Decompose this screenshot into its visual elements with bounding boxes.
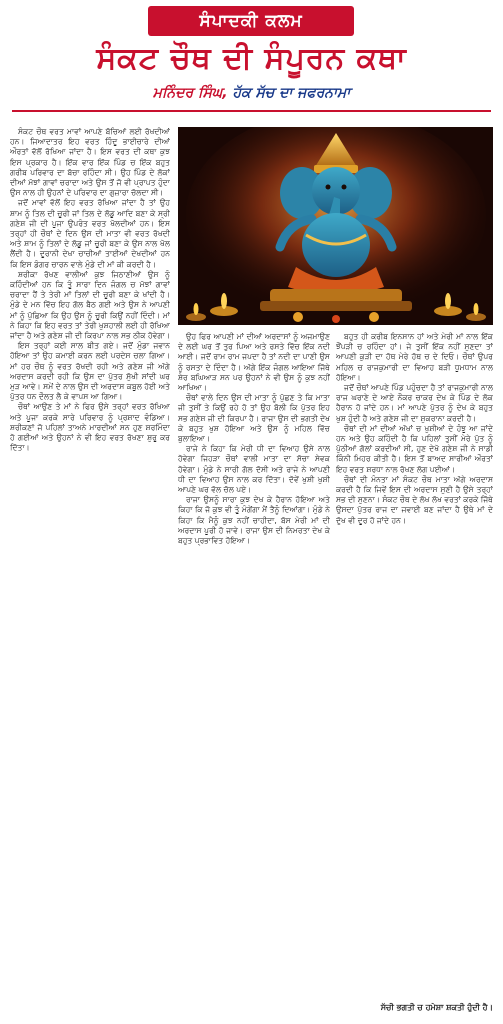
ganesha-illustration — [178, 127, 493, 325]
paragraph: ਚੌਥਾਂ ਦੀ ਮੰਨਤਾ ਮਾਂ ਸੰਕਟ ਚੌਥ ਮਾਤਾ ਅੱਗੇ ਅਰਦਾਸ ਕਰਦੀ ਹੈ ਕਿ ਜਿਵੇਂ ਇਸ ਦੀ ਅਰਦਾਸ ਸੁਣੀ ਹੈ ਉਸੇ ਤਰ੍ਹਾਂ ਸਭ ਦੀ ਸੁਣਨਾ। ਸੰਕਟ ਚੌਥ ਦੇ ਲੱਖ ਲੱਖ ਵਰਤਾਂ ਕਰਕੇ ਜਿੱਥੇ ਉਸਦਾ ਪੁੱਤਰ ਰਾਜ ਦਾ ਜਵਾਈ ਬਣ ਜਾਂਦਾ ਹੈ ਉਥੇ ਮਾਂ ਦੇ ਦੁੱਖ ਵੀ ਦੂਰ ਹੋ ਜਾਂਦੇ ਹਨ। — [336, 474, 493, 525]
article-column-2 — [178, 332, 330, 1014]
paragraph: ਰਾਜਾ ਉਸਨੂੰ ਸਾਰਾ ਕੁਝ ਦੇਖ ਕੇ ਹੈਰਾਨ ਹੋਇਆ ਅਤੇ ਕਿਹਾ ਕਿ ਜੋ ਕੁਝ ਵੀ ਤੂੰ ਮੰਗੇਂਗਾ ਮੈਂ ਤੈਨੂੰ ਦਿਆਂਗਾ। ਮੁੰਡੇ ਨੇ ਕਿਹਾ ਕਿ ਮੈਨੂੰ ਕੁਝ ਨਹੀਂ ਚਾਹੀਦਾ, ਬੱਸ ਮੇਰੀ ਮਾਂ ਦੀ ਅਰਦਾਸ ਪੂਰੀ ਹੋ ਜਾਵੇ। ਰਾਜਾ ਉਸ ਦੀ ਨਿਮਰਤਾ ਦੇਖ ਕੇ ਬਹੁਤ ਪ੍ਰਭਾਵਿਤ ਹੋਇਆ। — [178, 495, 330, 546]
headline: ਸੰਕਟ ਚੌਥ ਦੀ ਸੰਪੂਰਨ ਕਥਾ — [96, 41, 407, 76]
paragraph: ਉਹ ਫਿਰ ਆਪਣੀ ਮਾਂ ਦੀਆਂ ਅਰਦਾਸਾਂ ਨੂੰ ਅਜਮਾਉਣ ਦੇ ਲਈ ਘਰ ਤੋਂ ਤੁਰ ਪਿਆ ਅਤੇ ਰਸਤੇ ਵਿੱਚ ਇੱਕ ਨਦੀ ਆਈ। ਜਦੋਂ ਰਾਮ ਰਾਮ ਜਪਦਾ ਹੈ ਤਾਂ ਨਦੀ ਦਾ ਪਾਣੀ ਉਸ ਨੂੰ ਰਸਤਾ ਦੇ ਦਿੰਦਾ ਹੈ। ਅੱਗੇ ਇੱਕ ਜੰਗਲ ਆਇਆ ਜਿੱਥੇ ਸ਼ੇਰ ਬਘਿਆੜ ਸਨ ਪਰ ਉਹਨਾਂ ਨੇ ਵੀ ਉਸ ਨੂੰ ਕੁਝ ਨਹੀਂ ਆਖਿਆ। — [178, 332, 330, 393]
paragraph: ਜਦੋਂ ਮਾਵਾਂ ਵੱਲੋਂ ਇਹ ਵਰਤ ਰੱਖਿਆ ਜਾਂਦਾ ਹੈ ਤਾਂ ਉਹ ਸ਼ਾਮ ਨੂੰ ਤਿਲ ਦੀ ਚੂਰੀ ਜਾਂ ਤਿਲ ਦੇ ਲੱਡੂ ਆਦਿ ਬਣਾ ਕੇ ਸ੍ਰੀ ਗਣੇਸ਼ ਜੀ ਦੀ ਪੂਜਾ ਉਪਰੰਤ ਵਰਤ ਖੋਲਦੀਆਂ ਹਨ। ਇਸ ਤਰ੍ਹਾਂ ਹੀ ਚੌਥਾਂ ਦੇ ਦਿਨ ਉਸ ਦੀ ਮਾਤਾ ਵੀ ਵਰਤ ਰੱਖਦੀ ਅਤੇ ਸ਼ਾਮ ਨੂੰ ਤਿਲਾਂ ਦੇ ਲੱਡੂ ਜਾਂ ਚੂਰੀ ਬਣਾ ਕੇ ਉਸ ਨਾਲ ਖੋਲ ਲੈਂਦੀ ਹੈ। ਦੂਰਾਨੀ ਦੇਖਾ ਚਾਚੀਆਂ ਤਾਈਆਂ ਦੇਖਦੀਆਂ ਹਨ ਕਿ ਇਸ ਡੰਗਰ ਚਾਰਨ ਵਾਲੇ ਮੁੰਡੇ ਦੀ ਮਾਂ ਕੀ ਕਰਦੀ ਹੈ। — [10, 198, 170, 269]
article-column-3 — [336, 332, 493, 1014]
author-name: ਮਨਿੰਦਰ ਸਿੰਘ, — [152, 85, 228, 101]
section-label-box — [148, 6, 354, 36]
paragraph: ਰਾਜੇ ਨੇ ਕਿਹਾ ਕਿ ਮੇਰੀ ਧੀ ਦਾ ਵਿਆਹ ਉਸੇ ਨਾਲ ਹੋਵੇਗਾ ਜਿਹੜਾ ਚੌਥਾਂ ਵਾਲੀ ਮਾਤਾ ਦਾ ਸੱਚਾ ਸੇਵਕ ਹੋਵੇਗਾ। ਮੁੰਡੇ ਨੇ ਸਾਰੀ ਗੱਲ ਦੱਸੀ ਅਤੇ ਰਾਜੇ ਨੇ ਆਪਣੀ ਧੀ ਦਾ ਵਿਆਹ ਉਸ ਨਾਲ ਕਰ ਦਿੱਤਾ। ਦੋਵੇਂ ਖੁਸ਼ੀ ਖੁਸ਼ੀ ਆਪਣੇ ਘਰ ਵੱਲ ਚੱਲ ਪਏ। — [178, 444, 330, 495]
paragraph: ਇਸ ਤਰ੍ਹਾਂ ਕਈ ਸਾਲ ਬੀਤ ਗਏ। ਜਦੋਂ ਮੁੰਡਾ ਜਵਾਨ ਹੋਇਆ ਤਾਂ ਉਹ ਕਮਾਈ ਕਰਨ ਲਈ ਪਰਦੇਸ ਚਲਾ ਗਿਆ। ਮਾਂ ਹਰ ਚੌਥ ਨੂੰ ਵਰਤ ਰੱਖਦੀ ਰਹੀ ਅਤੇ ਗਣੇਸ਼ ਜੀ ਅੱਗੇ ਅਰਦਾਸ ਕਰਦੀ ਰਹੀ ਕਿ ਉਸ ਦਾ ਪੁੱਤਰ ਸੁੱਖੀ ਸਾਂਦੀ ਘਰ ਮੁੜ ਆਵੇ। ਸਮੇਂ ਦੇ ਨਾਲ ਉਸ ਦੀ ਅਰਦਾਸ ਕਬੂਲ ਹੋਈ ਅਤੇ ਪੁੱਤਰ ਧਨ ਦੌਲਤ ਲੈ ਕੇ ਵਾਪਸ ਆ ਗਿਆ। — [10, 341, 170, 402]
byline — [0, 82, 503, 104]
paragraph: ਚੌਥਾਂ ਵਾਲੇ ਦਿਨ ਉਸ ਦੀ ਮਾਤਾ ਨੂੰ ਪੁੱਛਣ ਤੇ ਕਿ ਮਾਤਾ ਜੀ ਤੁਸੀਂ ਤੇ ਕਿਉਂ ਰਹੇ ਹੋ ਤਾਂ ਉਹ ਬੋਲੀ ਕਿ ਪੁੱਤਰ ਇਹ ਸਭ ਗਣੇਸ਼ ਜੀ ਦੀ ਕਿਰਪਾ ਹੈ। ਰਾਜਾ ਉਸ ਦੀ ਭਗਤੀ ਦੇਖ ਕੇ ਬਹੁਤ ਖੁਸ਼ ਹੋਇਆ ਅਤੇ ਉਸ ਨੂੰ ਮਹਿਲ ਵਿੱਚ ਬੁਲਾਇਆ। — [178, 393, 330, 444]
paragraph: ਸ਼ਰੀਕਾ ਰੱਖਣ ਵਾਲੀਆਂ ਕੁਝ ਜਿਠਾਣੀਆਂ ਉਸ ਨੂੰ ਕਹਿੰਦੀਆਂ ਹਨ ਕਿ ਤੂੰ ਸਾਰਾ ਦਿਨ ਜੰਗਲ ਚ ਮੱਝਾਂ ਗਾਵਾਂ ਚਰਾਦਾ ਹੈਂ ਤੇ ਤੇਰੀ ਮਾਂ ਤਿਲਾਂ ਦੀ ਚੂਰੀ ਬਣਾ ਕੇ ਖਾਂਦੀ ਹੈ। ਮੁੰਡੇ ਦੇ ਮਨ ਵਿੱਚ ਇਹ ਗੱਲ ਬੈਠ ਗਈ ਅਤੇ ਉਸ ਨੇ ਆਪਣੀ ਮਾਂ ਨੂੰ ਪੁੱਛਿਆ ਕਿ ਉਹ ਉਸ ਨੂੰ ਚੂਰੀ ਕਿਉਂ ਨਹੀਂ ਦਿੰਦੀ। ਮਾਂ ਨੇ ਕਿਹਾ ਕਿ ਇਹ ਵਰਤ ਤਾਂ ਤੇਰੀ ਖੁਸ਼ਹਾਲੀ ਲਈ ਹੀ ਰੱਖਿਆ ਜਾਂਦਾ ਹੈ ਅਤੇ ਗਣੇਸ਼ ਜੀ ਦੀ ਕਿਰਪਾ ਨਾਲ ਸਭ ਠੀਕ ਹੋਵੇਗਾ। — [10, 269, 170, 341]
paragraph: ਬਹੁਤ ਹੀ ਕਰੀਬ ਇਨਸਾਨ ਹਾਂ ਅਤੇ ਮੇਰੀ ਮਾਂ ਨਾਲ ਇੱਕ ਝੌਂਪੜੀ ਚ ਰਹਿੰਦਾ ਹਾਂ। ਜੇ ਤੁਸੀਂ ਇੱਕ ਨਹੀਂ ਸੁਣਦਾ ਤਾਂ ਆਪਣੀ ਕੁੜੀ ਦਾ ਹੱਥ ਮੇਰੇ ਹੱਥ ਚ ਦੇ ਦਿਓ। ਚੌਥਾਂ ਉਪਰ ਮਹਿਲ ਚ ਰਾਜਕੁਮਾਰੀ ਦਾ ਵਿਆਹ ਬੜੀ ਧੂਮਧਾਮ ਨਾਲ ਹੋਇਆ। — [336, 332, 493, 382]
publication-name: ਹੱਕ ਸੱਚ ਦਾ ਜਫਰਨਾਮਾ — [232, 85, 351, 101]
closing-line: ਸੱਚੀ ਭਗਤੀ ਚ ਹਮੇਸ਼ਾ ਸ਼ਕਤੀ ਹੁੰਦੀ ਹੈ। — [380, 1003, 493, 1012]
paragraph: ਚੌਥਾਂ ਦੀ ਮਾਂ ਦੀਆਂ ਅੱਖਾਂ ਚ ਖੁਸ਼ੀਆਂ ਦੇ ਹੰਝੂ ਆ ਜਾਂਦੇ ਹਨ ਅਤੇ ਉਹ ਕਹਿੰਦੀ ਹੈ ਕਿ ਪਹਿਲਾਂ ਤੁਸੀਂ ਮੇਰੇ ਪੁੱਤ ਨੂੰ ਪੁੱਠੀਆਂ ਗੱਲਾਂ ਕਰਦੀਆਂ ਸੀ, ਹੁਣ ਦੇਖੋ ਗਣੇਸ਼ ਜੀ ਨੇ ਸਾਡੀ ਕਿੰਨੀ ਮਿਹਰ ਕੀਤੀ ਹੈ। ਇਸ ਤੋਂ ਬਾਅਦ ਸਾਰੀਆਂ ਔਰਤਾਂ ਇਹ ਵਰਤ ਸ਼ਰਧਾ ਨਾਲ ਰੱਖਣ ਲੱਗ ਪਈਆਂ। — [336, 423, 493, 474]
paragraph: ਜਦੋਂ ਚੌਥਾਂ ਆਪਣੇ ਪਿੰਡ ਪਹੁੰਚਦਾ ਹੈ ਤਾਂ ਰਾਜਕੁਮਾਰੀ ਨਾਲ ਰਾਜ ਘਰਾਣੇ ਦੇ ਆਏ ਨੌਕਰ ਚਾਕਰ ਦੇਖ ਕੇ ਪਿੰਡ ਦੇ ਲੋਕ ਹੈਰਾਨ ਹੋ ਜਾਂਦੇ ਹਨ। ਮਾਂ ਆਪਣੇ ਪੁੱਤਰ ਨੂੰ ਦੇਖ ਕੇ ਬਹੁਤ ਖੁਸ਼ ਹੁੰਦੀ ਹੈ ਅਤੇ ਗਣੇਸ਼ ਜੀ ਦਾ ਸ਼ੁਕਰਾਨਾ ਕਰਦੀ ਹੈ। — [336, 383, 493, 423]
paragraph: ਸੰਕਟ ਚੌਥ ਵਰਤ ਮਾਵਾਂ ਆਪਣੇ ਬੱਚਿਆਂ ਲਈ ਰੱਖਦੀਆਂ ਹਨ। ਜਿਆਦਾਤਰ ਇਹ ਵਰਤ ਹਿੰਦੂ ਭਾਈਚਾਰੇ ਦੀਆਂ ਔਰਤਾਂ ਵੱਲੋਂ ਰੱਖਿਆ ਜਾਂਦਾ ਹੈ। ਇਸ ਵਰਤ ਦੀ ਕਥਾ ਕੁਝ ਇਸ ਪ੍ਰਕਾਰ ਹੈ। ਇੱਕ ਵਾਰ ਇੱਕ ਪਿੰਡ ਚ ਇੱਕ ਬਹੁਤ ਗਰੀਬ ਪਰਿਵਾਰ ਦਾ ਬੱਚਾ ਰਹਿੰਦਾ ਸੀ। ਉਹ ਪਿੰਡ ਦੇ ਲੋਕਾਂ ਦੀਆਂ ਮੱਝਾਂ ਗਾਵਾਂ ਚਰਾਦਾ ਅਤੇ ਉਸ ਤੋਂ ਜੋ ਵੀ ਪ੍ਰਾਪਤ ਹੁੰਦਾ ਉਸ ਨਾਲ ਹੀ ਉਹਨਾਂ ਦੇ ਪਰਿਵਾਰ ਦਾ ਗੁਜ਼ਾਰਾ ਚੱਲਦਾ ਸੀ। — [10, 127, 170, 198]
header-divider — [12, 110, 491, 112]
ganesha-idol-image — [178, 127, 493, 325]
paragraph: ਚੌਥਾਂ ਆਉਣ ਤੇ ਮਾਂ ਨੇ ਫਿਰ ਉਸੇ ਤਰ੍ਹਾਂ ਵਰਤ ਰੱਖਿਆ ਅਤੇ ਪੂਜਾ ਕਰਕੇ ਸਾਰੇ ਪਰਿਵਾਰ ਨੂੰ ਪ੍ਰਸ਼ਾਦ ਵੰਡਿਆ। ਸ਼ਰੀਕਣਾਂ ਜੋ ਪਹਿਲਾਂ ਤਾਅਨੇ ਮਾਰਦੀਆਂ ਸਨ ਹੁਣ ਸ਼ਰਮਿੰਦਾ ਹੋ ਗਈਆਂ ਅਤੇ ਉਹਨਾਂ ਨੇ ਵੀ ਇਹ ਵਰਤ ਰੱਖਣਾ ਸ਼ੁਰੂ ਕਰ ਦਿੱਤਾ। — [10, 402, 170, 453]
article-column-1 — [10, 127, 170, 1014]
section-label: ਸੰਪਾਦਕੀ ਕਲਮ — [199, 11, 303, 31]
